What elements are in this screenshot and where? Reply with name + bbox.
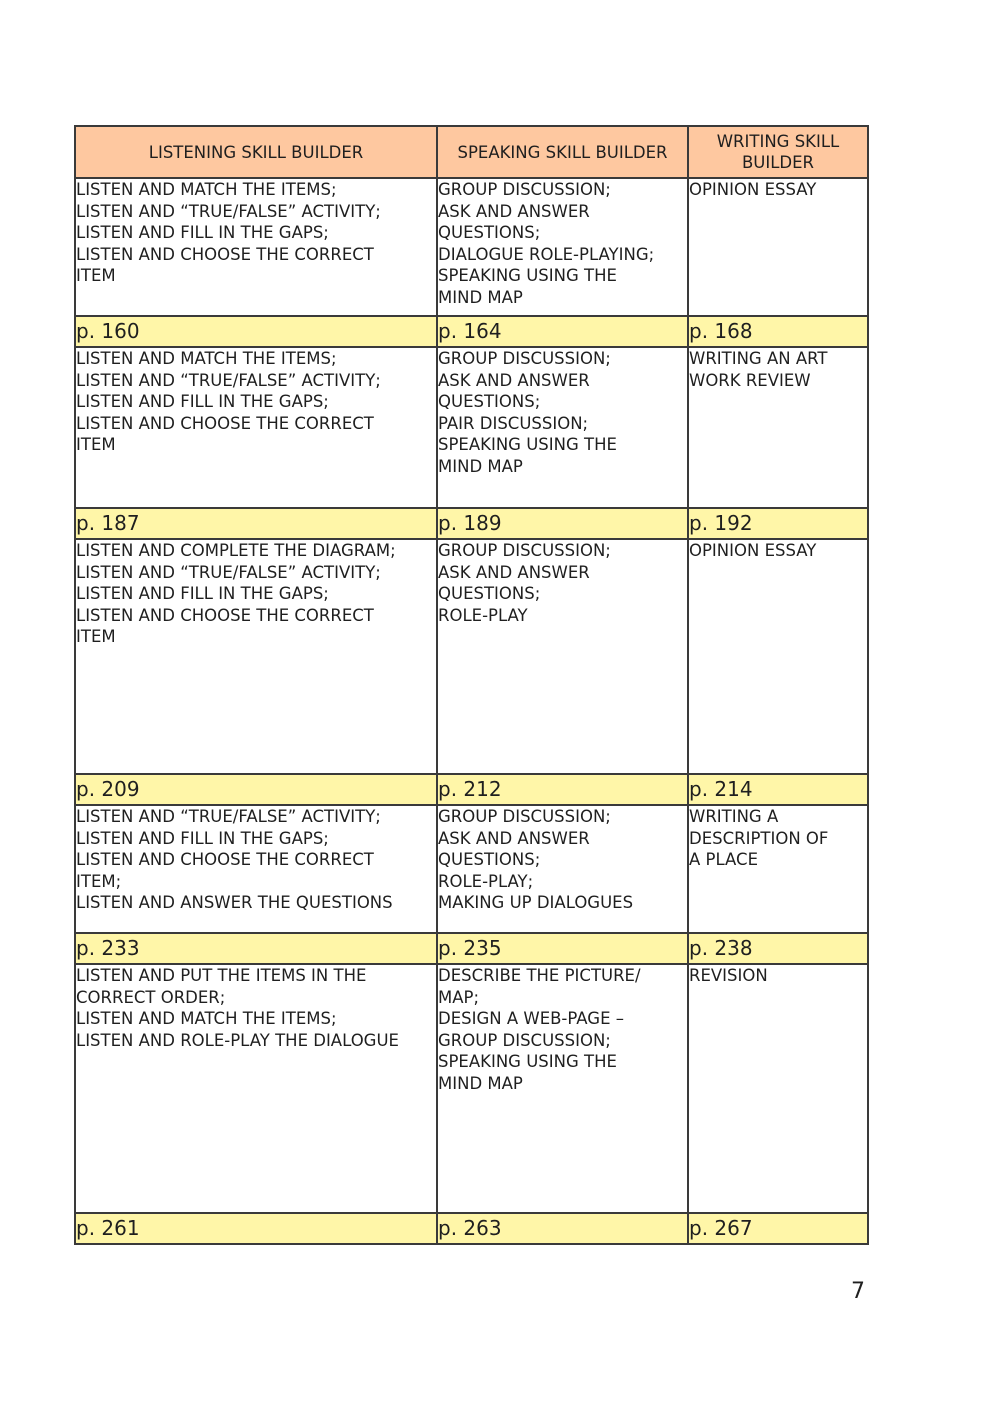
speaking-activity-line: MIND MAP xyxy=(438,1073,523,1093)
page-reference: p. 168 xyxy=(688,316,868,347)
listening-activity-line: LISTEN AND COMPLETE THE DIAGRAM; xyxy=(76,541,396,560)
speaking-activity-line: ASK AND ANSWER xyxy=(438,828,590,848)
page-reference: p. 189 xyxy=(437,508,688,539)
page-reference: p. 214 xyxy=(688,774,868,805)
header-writing: WRITING SKILL BUILDER xyxy=(688,126,868,178)
header-listening: LISTENING SKILL BUILDER xyxy=(75,126,437,178)
speaking-activity-line: MAP; xyxy=(438,987,480,1007)
speaking-activity-line: SPEAKING USING THE xyxy=(438,1052,617,1072)
speaking-activity-line: ASK AND ANSWER xyxy=(438,370,590,390)
header-speaking: SPEAKING SKILL BUILDER xyxy=(437,126,688,178)
page-number: 7 xyxy=(851,1279,865,1304)
speaking-activity-line: QUESTIONS; xyxy=(438,850,541,870)
writing-activity-line: A PLACE xyxy=(689,850,758,870)
page-reference: p. 263 xyxy=(437,1213,688,1244)
page-reference-row xyxy=(75,933,868,964)
page-reference: p. 261 xyxy=(75,1213,437,1244)
listening-activity-line: LISTEN AND “TRUE/FALSE” ACTIVITY; xyxy=(76,201,381,221)
page-reference: p. 267 xyxy=(688,1213,868,1244)
listening-activity-line: LISTEN AND “TRUE/FALSE” ACTIVITY; xyxy=(76,370,381,390)
section-row xyxy=(75,178,868,316)
speaking-activity-line: QUESTIONS; xyxy=(438,392,541,412)
listening-activity-line: LISTEN AND “TRUE/FALSE” ACTIVITY; xyxy=(76,807,381,826)
speaking-activity-line: GROUP DISCUSSION; xyxy=(438,807,611,826)
writing-activity-line: REVISION xyxy=(689,966,768,985)
listening-activity-line: LISTEN AND CHOOSE THE CORRECT xyxy=(76,605,374,625)
listening-activity-line: LISTEN AND ROLE-PLAY THE DIALOGUE xyxy=(76,1030,399,1050)
speaking-activities-cell xyxy=(437,347,688,508)
header-row xyxy=(75,126,868,178)
listening-activity-line: LISTEN AND FILL IN THE GAPS; xyxy=(76,584,329,604)
listening-activities-cell xyxy=(75,964,437,1213)
listening-activity-line: ITEM; xyxy=(76,871,122,891)
speaking-activity-line: GROUP DISCUSSION; xyxy=(438,1030,611,1050)
page-reference: p. 235 xyxy=(437,933,688,964)
speaking-activities-cell xyxy=(437,964,688,1213)
writing-activity-line: WRITING AN ART xyxy=(689,349,828,368)
section-row xyxy=(75,347,868,508)
speaking-activity-line: DESCRIBE THE PICTURE/ xyxy=(438,966,641,985)
speaking-activity-line: ASK AND ANSWER xyxy=(438,201,590,221)
speaking-activity-line: GROUP DISCUSSION; xyxy=(438,349,611,368)
page-reference-row xyxy=(75,1213,868,1244)
speaking-activity-line: ROLE-PLAY; xyxy=(438,871,534,891)
speaking-activity-line: SPEAKING USING THE xyxy=(438,266,617,286)
section-row xyxy=(75,539,868,774)
speaking-activities-cell xyxy=(437,805,688,933)
speaking-activity-line: SPEAKING USING THE xyxy=(438,435,617,455)
page-reference-row xyxy=(75,774,868,805)
speaking-activity-line: GROUP DISCUSSION; xyxy=(438,180,611,199)
page-reference: p. 164 xyxy=(437,316,688,347)
writing-activity-line: OPINION ESSAY xyxy=(689,541,817,560)
writing-activities-cell xyxy=(688,347,868,508)
listening-activity-line: LISTEN AND MATCH THE ITEMS; xyxy=(76,180,337,199)
writing-activity-line: DESCRIPTION OF xyxy=(689,828,829,848)
listening-activity-line: LISTEN AND CHOOSE THE CORRECT xyxy=(76,244,374,264)
speaking-activity-line: DIALOGUE ROLE-PLAYING; xyxy=(438,244,655,264)
listening-activity-line: ITEM xyxy=(76,266,116,286)
speaking-activity-line: GROUP DISCUSSION; xyxy=(438,541,611,560)
speaking-activity-line: ASK AND ANSWER xyxy=(438,562,590,582)
speaking-activity-line: QUESTIONS; xyxy=(438,223,541,243)
writing-activities-cell xyxy=(688,805,868,933)
listening-activity-line: CORRECT ORDER; xyxy=(76,987,226,1007)
page-reference: p. 238 xyxy=(688,933,868,964)
writing-activities-cell xyxy=(688,539,868,774)
speaking-activity-line: MIND MAP xyxy=(438,456,523,476)
listening-activity-line: LISTEN AND “TRUE/FALSE” ACTIVITY; xyxy=(76,562,381,582)
writing-activity-line: WRITING A xyxy=(689,807,779,826)
speaking-activity-line: QUESTIONS; xyxy=(438,584,541,604)
listening-activities-cell xyxy=(75,539,437,774)
listening-activity-line: LISTEN AND MATCH THE ITEMS; xyxy=(76,1009,337,1029)
listening-activities-cell xyxy=(75,347,437,508)
page-reference: p. 212 xyxy=(437,774,688,805)
page-reference: p. 233 xyxy=(75,933,437,964)
page-reference-row xyxy=(75,508,868,539)
writing-activities-cell xyxy=(688,964,868,1213)
writing-activity-line: WORK REVIEW xyxy=(689,370,811,390)
listening-activities-cell xyxy=(75,805,437,933)
speaking-activity-line: DESIGN A WEB-PAGE – xyxy=(438,1009,624,1029)
page-reference: p. 209 xyxy=(75,774,437,805)
page-reference-row xyxy=(75,316,868,347)
section-row xyxy=(75,964,868,1213)
listening-activity-line: ITEM xyxy=(76,435,116,455)
table-body xyxy=(75,178,868,1244)
listening-activity-line: LISTEN AND CHOOSE THE CORRECT xyxy=(76,850,374,870)
listening-activity-line: LISTEN AND FILL IN THE GAPS; xyxy=(76,223,329,243)
listening-activity-line: LISTEN AND PUT THE ITEMS IN THE xyxy=(76,966,367,985)
speaking-activity-line: ROLE-PLAY xyxy=(438,605,528,625)
listening-activity-line: LISTEN AND FILL IN THE GAPS; xyxy=(76,828,329,848)
speaking-activity-line: MAKING UP DIALOGUES xyxy=(438,893,634,913)
page-reference: p. 160 xyxy=(75,316,437,347)
speaking-activities-cell xyxy=(437,178,688,316)
listening-activities-cell xyxy=(75,178,437,316)
listening-activity-line: LISTEN AND ANSWER THE QUESTIONS xyxy=(76,893,393,913)
listening-activity-line: LISTEN AND FILL IN THE GAPS; xyxy=(76,392,329,412)
speaking-activity-line: MIND MAP xyxy=(438,287,523,307)
speaking-activity-line: PAIR DISCUSSION; xyxy=(438,413,589,433)
skill-builder-table xyxy=(74,125,869,1245)
section-row xyxy=(75,805,868,933)
writing-activity-line: OPINION ESSAY xyxy=(689,180,817,199)
listening-activity-line: LISTEN AND CHOOSE THE CORRECT xyxy=(76,413,374,433)
writing-activities-cell xyxy=(688,178,868,316)
speaking-activities-cell xyxy=(437,539,688,774)
page-reference: p. 187 xyxy=(75,508,437,539)
listening-activity-line: LISTEN AND MATCH THE ITEMS; xyxy=(76,349,337,368)
listening-activity-line: ITEM xyxy=(76,627,116,647)
page-reference: p. 192 xyxy=(688,508,868,539)
